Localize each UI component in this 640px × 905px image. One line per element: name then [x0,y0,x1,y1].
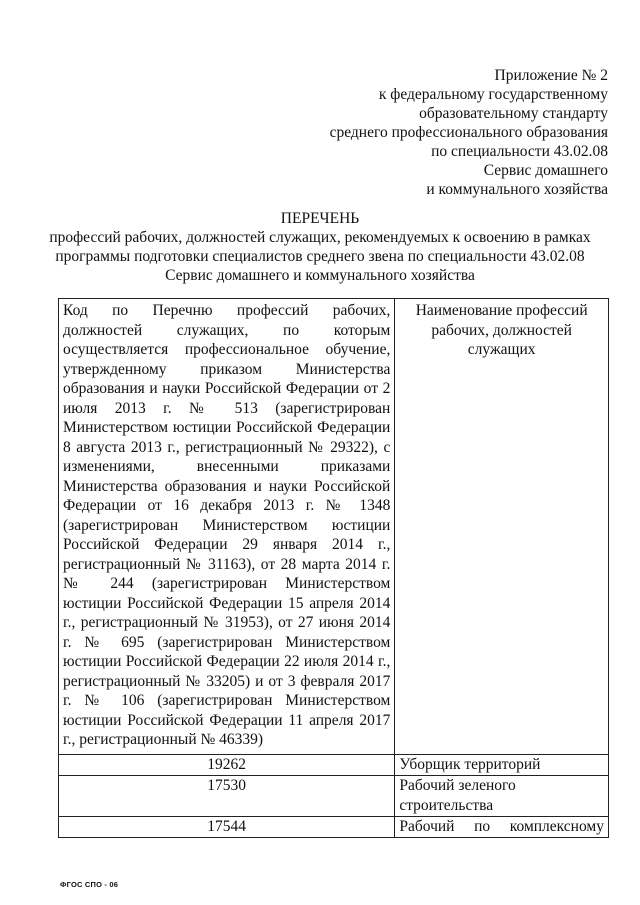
appendix-line: Сервис домашнего [483,162,608,179]
appendix-line: Приложение № 2 [494,67,608,84]
appendix-line: к федеральному государственному [378,86,608,103]
row-name: Рабочий по комплексному [395,816,609,837]
header-name-text: Наименование профессий рабочих, должностей служащих [415,302,588,358]
row-code: 19262 [59,754,395,775]
professions-table [58,298,609,838]
appendix-block [330,66,608,199]
table-row [59,816,609,837]
document-title [0,209,640,285]
header-code-text: Код по Перечню профессий рабочих, должностей служащих, по которым осуществляется профессиональное обучение, утвержденному приказом Министерства образования и науки Российской Федерации от 2 июля 2013 г. № 513 (зарегистрирован Министерством юстиции Российской Федерации 8 августа 2013 г., регистрационный № 29322), с изменениями, внесенными приказами Министерства образования и науки Российской Федерации от 16 декабря 2013 г. № 1348 (зарегистрирован Министерством юстиции Российской Федерации 29 января 2014 г., регистрационный № 31163), от 28 марта 2014 г. № 244 (зарегистрирован Министерством юстиции Российской Федерации 15 апреля 2014 г., регистрационный № 31953), от 27 июня 2014 г. № 695 (зарегистрирован Министерством юстиции Российской Федерации 22 июля 2014 г., регистрационный № 33205) и от 3 февраля 2017 г. № 106 (зарегистрирован Министерством юстиции Российской Федерации 11 апреля 2017 г., регистрационный № 46339) [63,302,391,748]
title-heading: ПЕРЕЧЕНЬ [280,210,360,227]
row-name: Рабочий зеленого строительства [395,775,609,816]
table-row [59,775,609,816]
row-code: 17544 [59,816,395,837]
header-cell-code [59,299,395,755]
row-code: 17530 [59,775,395,816]
footer-label: ФГОС СПО - 06 [60,880,119,889]
appendix-line: по специальности 43.02.08 [431,143,608,160]
appendix-line: и коммунального хозяйства [426,181,608,198]
header-cell-name [395,299,609,755]
appendix-line: среднего профессионального образования [329,124,608,141]
appendix-line: образовательному стандарту [419,105,608,122]
table-header-row [59,299,609,755]
title-subtitle: профессий рабочих, должностей служащих, рекомендуемых к освоению в рамках программы подготовки специалистов среднего звена по специальности 43.02.08 Сервис домашнего и коммунального хозяйства [49,229,591,284]
table-row [59,754,609,775]
row-name: Уборщик территорий [395,754,609,775]
